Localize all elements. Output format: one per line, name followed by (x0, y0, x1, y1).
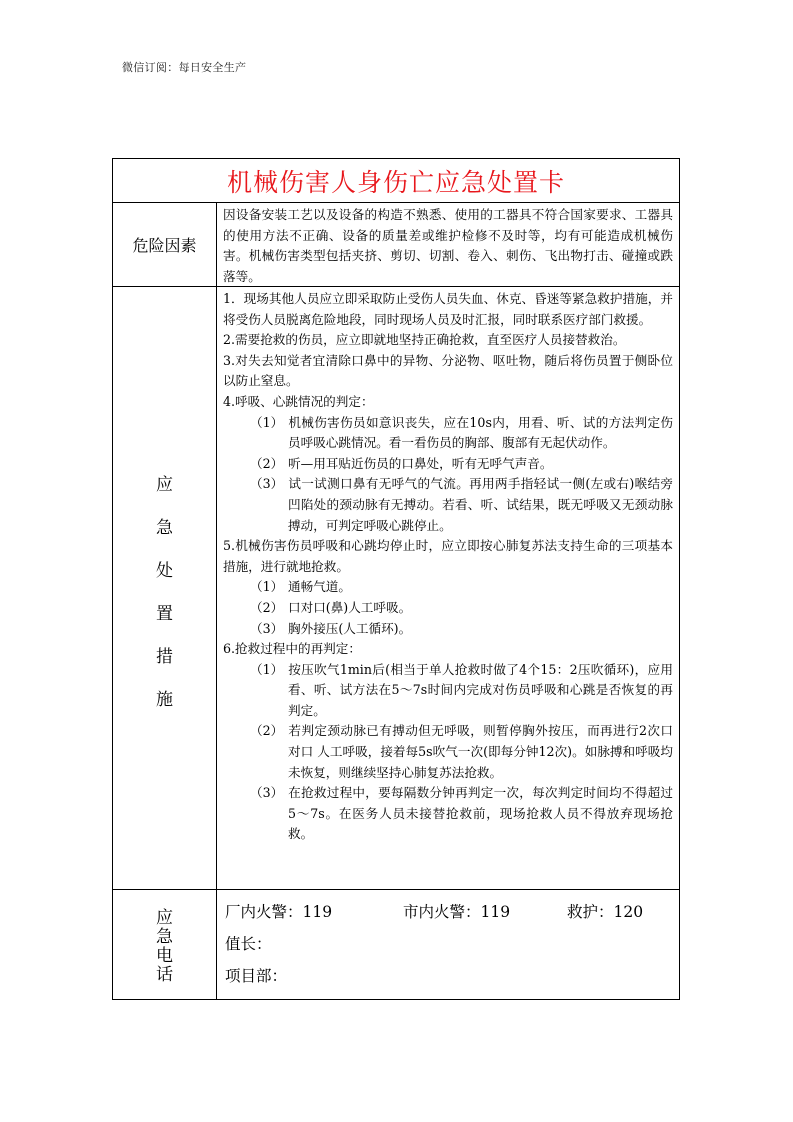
measure-item-1: 1．现场其他人员应立即采取防止受伤人员失血、休克、昏迷等紧急救护措施，并将受伤人员脱离危险地段，同时现场人员及时汇报，同时联系医疗部门救援。 (223, 291, 673, 327)
hazard-row (113, 202, 679, 286)
sub-item: （2） 听—用耳贴近伤员的口鼻处，听有无呼气声音。 (250, 455, 553, 471)
measure-4-subs (250, 413, 673, 537)
measure-item-3: 3.对失去知觉者宜清除口鼻中的异物、分泌物、呕吐物，随后将伤员置于侧卧位以防止窒息。 (223, 352, 673, 389)
measure-item-2: 2.需要抢救的伤员，应立即就地坚持正确抢救，直至医疗人员接替救治。 (223, 332, 626, 348)
measures-label-char: 置 (156, 604, 173, 624)
project-dept-line: 项目部： (225, 967, 288, 985)
sub-item: （3） 在抢救过程中，要每隔数分钟再判定一次，每次判定时间均不得超过5～7s。在医务人员未接替抢救前，现场抢救人员不得放弃现场抢救。 (250, 785, 673, 842)
emergency-card (112, 158, 680, 1000)
hazard-label: 危险因素 (113, 203, 217, 286)
phone-label-char: 电 (156, 945, 173, 966)
sub-item: （2） 口对口(鼻)人工呼吸。 (250, 599, 412, 615)
measures-label-char: 施 (156, 690, 173, 710)
measure-5-subs (250, 577, 673, 639)
ambulance-number: 救护：120 (567, 903, 644, 921)
phone-numbers-line (225, 896, 671, 928)
phone-row (113, 889, 679, 999)
measure-item-6: 6.抢救过程中的再判定： (223, 641, 361, 657)
measures-label (113, 287, 217, 889)
card-title: 机械伤害人身伤亡应急处置卡 (226, 167, 565, 197)
phone-label (113, 890, 217, 999)
phone-label-char: 应 (156, 907, 173, 928)
phone-label-char: 话 (156, 964, 173, 985)
sub-item: （1） 通畅气道。 (250, 579, 351, 595)
title-row (113, 159, 679, 202)
measures-content (217, 287, 679, 889)
sub-item: （2） 若判定颈动脉已有搏动但无呼吸，则暂停胸外按压，而再进行2次口对口 人工呼吸，接着每5s吹气一次(即每分钟12次)。如脉搏和呼吸均未恢复，则继续坚持心肺复苏法抢救。 (250, 723, 673, 780)
measure-6-subs (250, 660, 673, 845)
phone-label-char: 急 (156, 926, 173, 947)
sub-item: （1） 按压吹气1min后(相当于单人抢救时做了4个15：2压吹循环)，应用看、听、试方法在5～7s时间内完成对伤员呼吸和心跳是否恢复的再判定。 (250, 661, 673, 718)
measures-label-char: 措 (156, 647, 173, 667)
measure-item-5: 5.机械伤害伤员呼吸和心跳均停止时，应立即按心肺复苏法支持生命的三项基本措施，进行就地抢救。 (223, 538, 673, 574)
plant-fire-number: 厂内火警：119 (225, 903, 333, 921)
hazard-text: 因设备安装工艺以及设备的构造不熟悉、使用的工器具不符合国家要求、工器具的使用方法不正确、设备的质量差或维护检修不及时等，均有可能造成机械伤害。机械伤害类型包括夹挤、剪切、切割、卷入、刺伤、飞出物打击、碰撞或跌落等。 (223, 207, 673, 284)
header-note: 微信订阅：每日安全生产 (122, 61, 247, 74)
sub-item: （3） 试一试测口鼻有无呼气的气流。再用两手指轻试一侧(左或右)喉结旁凹陷处的颈动脉有无搏动。若看、听、试结果，既无呼吸又无颈动脉搏动，可判定呼吸心跳停止。 (250, 476, 673, 533)
sub-item: （1） 机械伤害伤员如意识丧失，应在10s内，用看、听、试的方法判定伤员呼吸心跳情况。看一看伤员的胸部、腹部有无起伏动作。 (250, 414, 673, 451)
measures-row (113, 286, 679, 889)
measure-item-4: 4.呼吸、心跳情况的判定： (223, 393, 374, 409)
measures-label-char: 急 (156, 518, 173, 538)
phone-content (217, 890, 679, 999)
duty-chief-line: 值长： (225, 935, 272, 953)
city-fire-number: 市内火警：119 (403, 903, 511, 921)
measures-label-char: 应 (156, 475, 173, 495)
measures-label-char: 处 (156, 561, 173, 581)
sub-item: （3） 胸外接压(人工循环)。 (250, 620, 412, 636)
